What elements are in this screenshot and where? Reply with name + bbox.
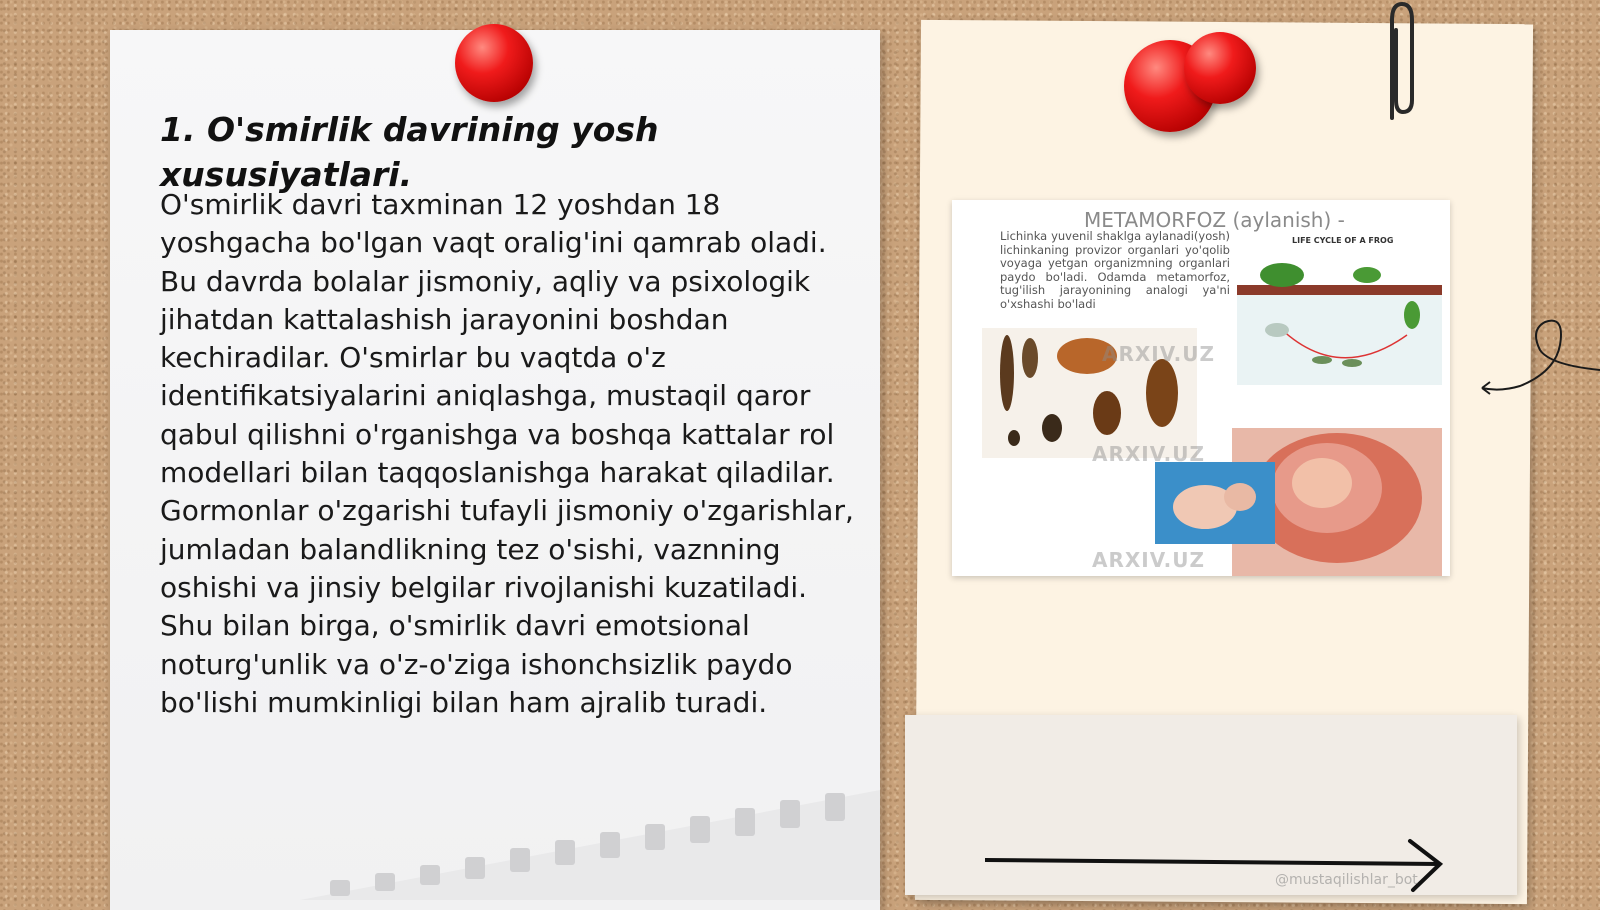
arrow-right-icon bbox=[985, 838, 1455, 898]
red-pushpin-icon bbox=[455, 24, 533, 102]
footer-handle: @mustaqilishlar_bot bbox=[1275, 872, 1418, 888]
newborn-photo bbox=[1155, 462, 1275, 544]
image-caption: Lichinka yuvenil shaklga aylanadi(yosh) lichinkaning provizor organlari yo'qolib voyaga yetgan organizmning organlari paydo bo'ladi. Odamda metamorfoz, tug'ilish jarayonining analogi ya'ni o'xshashi bo'ladi bbox=[1000, 229, 1230, 311]
scribble-arrow-icon bbox=[1480, 310, 1600, 410]
red-pushpin-icon bbox=[1184, 32, 1256, 104]
watermark-text: ARXIV.UZ bbox=[1092, 442, 1205, 466]
metamorphosis-image bbox=[952, 200, 1450, 576]
paperclip-icon bbox=[1370, 0, 1420, 130]
frog-cycle-title: LIFE CYCLE OF A FROG bbox=[1292, 236, 1394, 245]
torn-paper-edge bbox=[300, 790, 880, 900]
image-title: METAMORFOZ (aylanish) - bbox=[1084, 208, 1345, 232]
watermark-text: ARXIV.UZ bbox=[1102, 342, 1215, 366]
slide-body-text: O'smirlik davri taxminan 12 yoshdan 18 yoshgacha bo'lgan vaqt oralig'ini qamrab oladi. Bu davrda bolalar jismoniy, aqliy va psixologik jihatdan kattalashish jarayonini boshdan kechiradilar. O'smirlar bu vaqtda o'z identifikatsiyalarini aniqlashga, mustaqil qaror qabul qilishni o'rganishga va boshqa kattalar rol modellari bilan taqqoslanishga harakat qiladilar. Gormonlar o'zgarishi tufayli jismoniy o'zgarishlar, jumladan balandlikning tez o'sishi, vaznning oshishi va jinsiy belgilar rivojlanishi kuzatiladi. Shu bilan birga, o'smirlik davri emotsional noturg'unlik va o'z-o'ziga ishonchsizlik paydo bo'lishi mumkinligi bilan ham ajralib turadi. bbox=[160, 188, 854, 719]
slide-title: 1. O'smirlik davrining yosh xususiyatlari. bbox=[160, 110, 659, 194]
frog-life-cycle-illustration bbox=[1237, 245, 1442, 385]
watermark-text: ARXIV.UZ bbox=[1092, 548, 1205, 572]
